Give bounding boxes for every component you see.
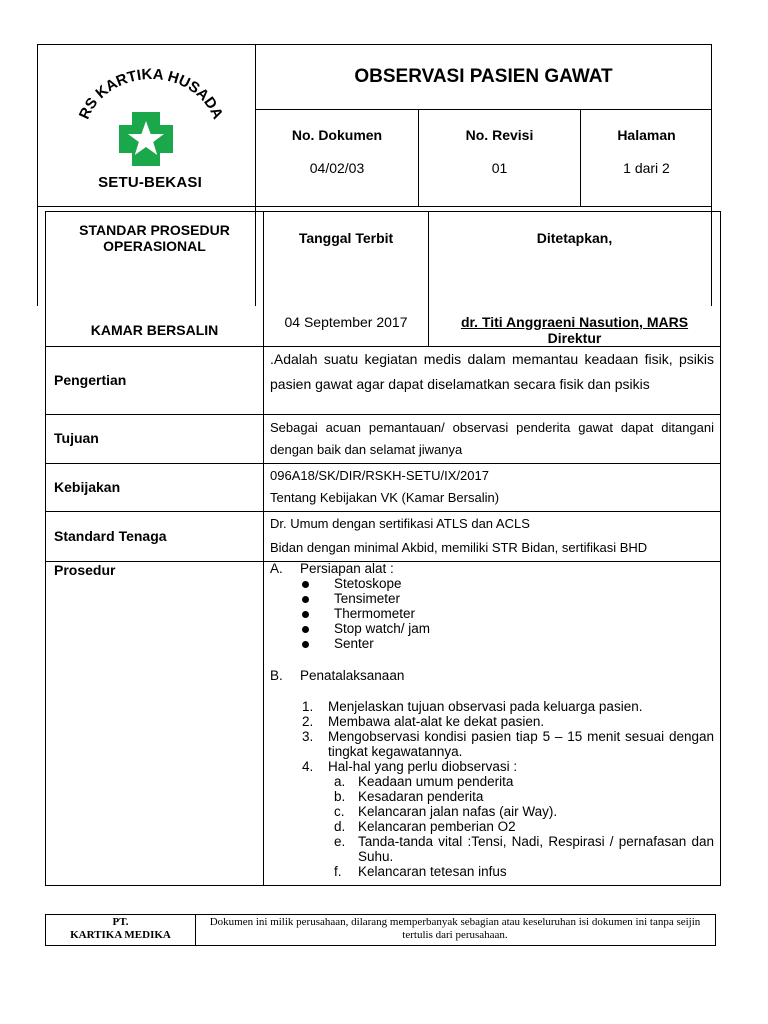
list-item: 2. Membawa alat-alat ke dekat pasien.	[302, 714, 545, 729]
footer-company	[46, 916, 195, 942]
kebijakan-line1: 096A18/SK/DIR/RSKH-SETU/IX/2017	[270, 468, 489, 483]
tools-list	[270, 576, 714, 651]
bullet-icon	[302, 596, 309, 603]
star-cross-icon	[119, 112, 173, 166]
bullet-icon	[302, 626, 309, 633]
kebijakan-line2: Tentang Kebijakan VK (Kamar Bersalin)	[270, 490, 500, 505]
prosedur-label: Prosedur	[54, 562, 116, 578]
page-value: 1 dari 2	[623, 160, 670, 176]
list-item: Senter	[302, 636, 714, 651]
logo-arc-text: RS KARTIKA HUSADA	[75, 65, 227, 122]
revision-value: 01	[491, 160, 508, 176]
pengertian-label: Pengertian	[54, 372, 127, 388]
list-item: 1. Menjelaskan tujuan observasi pada keluarga pasien.	[302, 699, 643, 714]
bullet-icon	[302, 581, 309, 588]
list-item: b. Kesadaran penderita	[334, 789, 484, 804]
pengertian-text: .Adalah suatu kegiatan medis dalam memantau keadaan fisik, psikis pasien gawat agar dapat diselamatkan secara fisik dan psikis	[270, 351, 714, 392]
list-item: a. Keadaan umum penderita	[334, 774, 514, 789]
section-b-heading	[270, 668, 714, 683]
list-item: 4. Hal-hal yang perlu diobservasi :	[302, 759, 518, 774]
issue-date-label: Tanggal Terbit	[298, 230, 394, 246]
list-item: Stop watch/ jam	[302, 621, 714, 636]
doc-no-value: 04/02/03	[309, 160, 365, 176]
revision-label: No. Revisi	[465, 127, 534, 143]
established-label: Ditetapkan,	[536, 230, 613, 246]
sop-title-line2: OPERASIONAL	[103, 238, 206, 254]
kebijakan-label: Kebijakan	[54, 479, 121, 495]
bullet-icon	[302, 641, 309, 648]
list-item: Stetoskope	[302, 576, 714, 591]
page-label: Halaman	[617, 127, 676, 143]
document-title: OBSERVASI PASIEN GAWAT	[354, 66, 613, 87]
observe-list	[270, 774, 714, 879]
section-a-marker: A.	[270, 561, 283, 576]
issue-date-value: 04 September 2017	[284, 314, 408, 330]
footer-notice: Dokumen ini milik perusahaan, dilarang memperbanyak sebagian atau keseluruhan isi dokumen ini tanpa seijin tertulis dari perusahaan.	[209, 916, 701, 941]
list-item: d. Kelancaran pemberian O2	[334, 819, 516, 834]
section-a-title: Persiapan alat :	[300, 561, 394, 576]
footer-company-line2: KARTIKA MEDIKA	[70, 929, 171, 941]
doc-no-label: No. Dokumen	[291, 127, 383, 143]
tenaga-line2: Bidan dengan minimal Akbid, memiliki STR Bidan, sertifikasi BHD	[270, 540, 648, 555]
list-item: 3. Mengobservasi kondisi pasien tiap 5 – 15 menit sesuai dengan tingkat kegawatannya.	[302, 729, 714, 759]
signer-title: Direktur	[547, 330, 602, 346]
bullet-icon	[302, 611, 309, 618]
list-item: Tensimeter	[302, 591, 714, 606]
logo-location: SETU-BEKASI	[98, 174, 202, 191]
prosedur-content	[270, 561, 714, 879]
signer-name: dr. Titi Anggraeni Nasution, MARS	[460, 314, 689, 330]
tujuan-text: Sebagai acuan pemantauan/ observasi penderita gawat dapat ditangani dengan baik dan selamat jiwanya	[270, 420, 714, 457]
list-item: f. Kelancaran tetesan infus	[334, 864, 507, 879]
sop-title-line1: STANDAR PROSEDUR	[79, 222, 230, 238]
steps-list	[270, 699, 714, 774]
sop-title	[46, 222, 263, 254]
unit-name: KAMAR BERSALIN	[90, 322, 219, 338]
section-b-title: Penatalaksanaan	[300, 668, 405, 683]
list-item: e. Tanda-tanda vital :Tensi, Nadi, Respirasi / pernafasan dan Suhu.	[334, 834, 714, 864]
tujuan-label: Tujuan	[54, 430, 99, 446]
list-item: Thermometer	[302, 606, 714, 621]
footer-company-line1: PT.	[112, 916, 129, 928]
list-item: c. Kelancaran jalan nafas (air Way).	[334, 804, 558, 819]
section-a-heading	[270, 561, 714, 576]
section-b-marker: B.	[270, 668, 283, 683]
tenaga-label: Standard Tenaga	[54, 528, 167, 544]
tenaga-line1: Dr. Umum dengan sertifikasi ATLS dan ACLS	[270, 516, 530, 531]
